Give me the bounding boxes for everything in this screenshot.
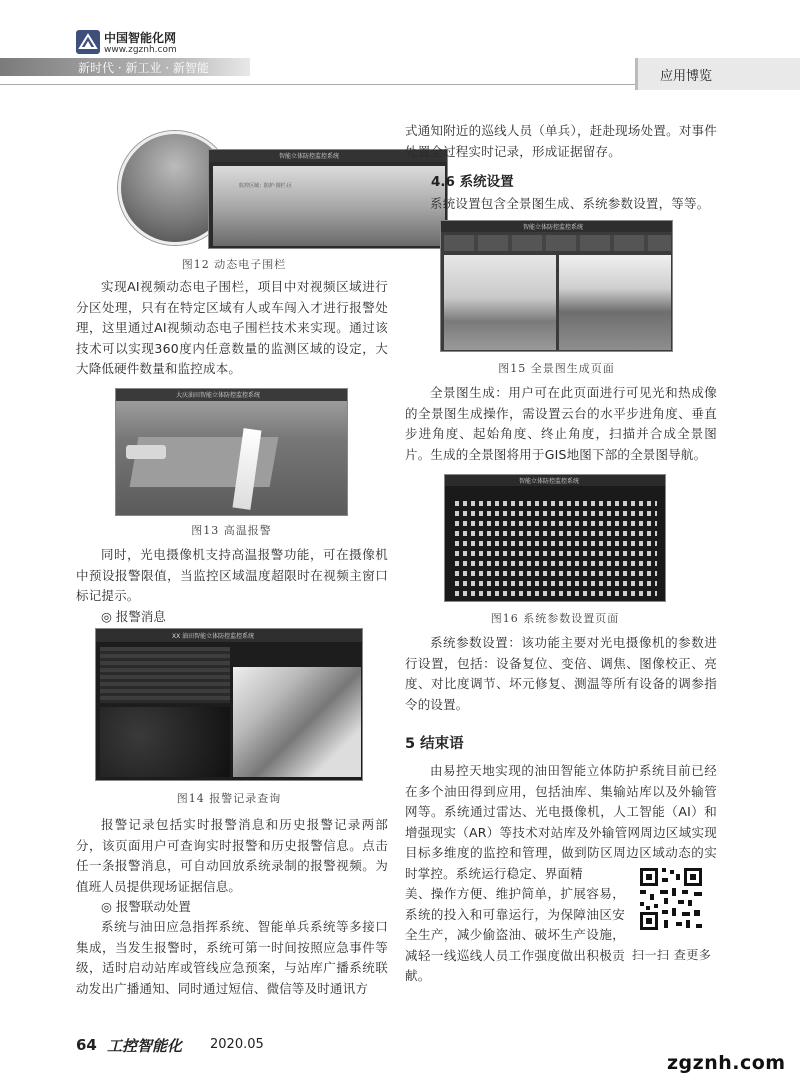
figure-14 xyxy=(95,628,363,781)
heading-5: 5 结束语 xyxy=(405,736,464,752)
fig12-overlay: 监控区域：防护·围栏·区 xyxy=(239,183,293,189)
logo-mark-icon xyxy=(76,30,100,54)
fig14-alarm-list xyxy=(100,647,230,703)
fig14-title: XX 油田智能立体防控监控系统 xyxy=(172,633,255,640)
footer-magazine: 工控智能化 xyxy=(107,1037,183,1055)
fig12-caption: 图12 动态电子围栏 xyxy=(181,258,287,271)
qr-code[interactable] xyxy=(638,866,704,932)
right-para-6: 全景图生成：用户可在此页面进行可见光和热成像的全景图生成操作，需设置云台的水平步进角度、垂直步进角度、起始角度、终止角度，扫描并合成全景图片。生成的全景图将用于GIS地图下部的全景图导航。 xyxy=(405,385,717,462)
footer-issue: 2020.05 xyxy=(210,1037,264,1052)
left-para-1: 实现AI视频动态电子围栏，项目中对视频区域进行分区处理，只有在特定区域有人或车闯入才进行报警处理，这里通过AI视频动态电子围栏技术来实现。通过该技术可以实现360度内任意数量的监测区域的设定，大大降低硬件数量和监控成本。 xyxy=(76,279,388,376)
figure-12 xyxy=(118,123,350,253)
logo-url: www.zgznh.com xyxy=(104,45,177,55)
header-tagline-bar xyxy=(0,58,250,76)
logo-name: 中国智能化网 xyxy=(104,31,177,45)
fig12-title: 智能立体防控监控系统 xyxy=(279,153,340,160)
left-para-2: 同时，光电摄像机支持高温报警功能，可在摄像机中预设报警限值，当监控区域温度超限时在视频主窗口标记提示。 xyxy=(76,547,388,603)
header-section: 应用博览 xyxy=(660,69,713,84)
qr-caption: 扫一扫 查更多 xyxy=(632,948,712,962)
figure-15 xyxy=(440,220,673,352)
fig14-caption: 图14 报警记录查询 xyxy=(176,792,282,805)
fig15-pano-right xyxy=(559,255,671,350)
footer-site: zgznh.com xyxy=(667,1052,786,1074)
header-section-box xyxy=(635,58,800,90)
figure-13 xyxy=(115,388,348,516)
header-logo xyxy=(76,28,196,58)
fig13-caption: 图13 高温报警 xyxy=(191,524,272,537)
left-para-4: 系统与油田应急指挥系统、智能单兵系统等多接口集成，当发生报警时，系统可第一时间按照应急事件等级，适时启动站库或管线应急预案，与站库广播系统联动发出广播通知、同时通过短信、微信等及时通讯方 xyxy=(76,919,388,996)
left-sub-1: ◎ 报警消息 xyxy=(101,609,166,624)
fig15-title: 智能立体防控监控系统 xyxy=(523,224,584,231)
footer-page-number: 64 xyxy=(76,1036,97,1054)
fig15-pano-left xyxy=(444,255,556,350)
fig13-title: 大庆油田智能立体防控监控系统 xyxy=(176,392,261,399)
fig14-video xyxy=(233,667,361,777)
fig14-map xyxy=(100,707,230,777)
fig16-param-grid xyxy=(455,501,657,597)
left-para-3: 报警记录包括实时报警消息和历史报警记录两部分，该页面用户可查询实时报警和历史报警信息。点击任一条报警消息，可自动回放系统录制的报警视频。为值班人员提供现场证据信息。 xyxy=(76,817,388,894)
right-para-7: 系统参数设置：该功能主要对光电摄像机的参数进行设置，包括：设备复位、变倍、调焦、图像校正、亮度、对比度调节、坏元修复、测温等所有设备的调参指令的设置。 xyxy=(405,635,717,712)
header-tagline: 新时代 · 新工业 · 新智能 xyxy=(78,61,209,75)
fig15-toolbar xyxy=(444,235,671,251)
fig15-caption: 图15 全景图生成页面 xyxy=(498,362,615,375)
fig13-label-box xyxy=(126,445,166,459)
heading-4-6: 4.6 系统设置 xyxy=(431,174,514,190)
right-para-cont: 式通知附近的巡线人员（单兵），赶赴现场处置。对事件处置全过程实时记录，形成证据留存。 xyxy=(405,123,717,159)
fig16-title: 智能立体防控监控系统 xyxy=(519,478,580,485)
right-para-8b: 美、操作方便、维护简单，扩展容易，系统的投入和可靠运行，为保障油区安全生产，减少偷盗油、破坏生产设施，减轻一线巡线人员工作强度做出积极贡献。 xyxy=(405,886,625,983)
fig16-caption: 图16 系统参数设置页面 xyxy=(490,612,620,625)
right-para-8a: 由易控天地实现的油田智能立体防护系统目前已经在多个油田得到应用，包括油库、集输站库以及外输管网等。系统通过雷达、光电摄像机，人工智能（AI）和增强现实（AR）等技术对站库及外输管网周边区域实现目标多维度的监控和管理，做到防区周边区域动态的实时掌控。系统运行稳定、界面精 xyxy=(405,763,717,881)
right-para-5: 系统设置包含全景图生成、系统参数设置，等等。 xyxy=(430,196,710,211)
left-sub-2: ◎ 报警联动处置 xyxy=(101,899,191,914)
figure-16 xyxy=(444,474,666,602)
